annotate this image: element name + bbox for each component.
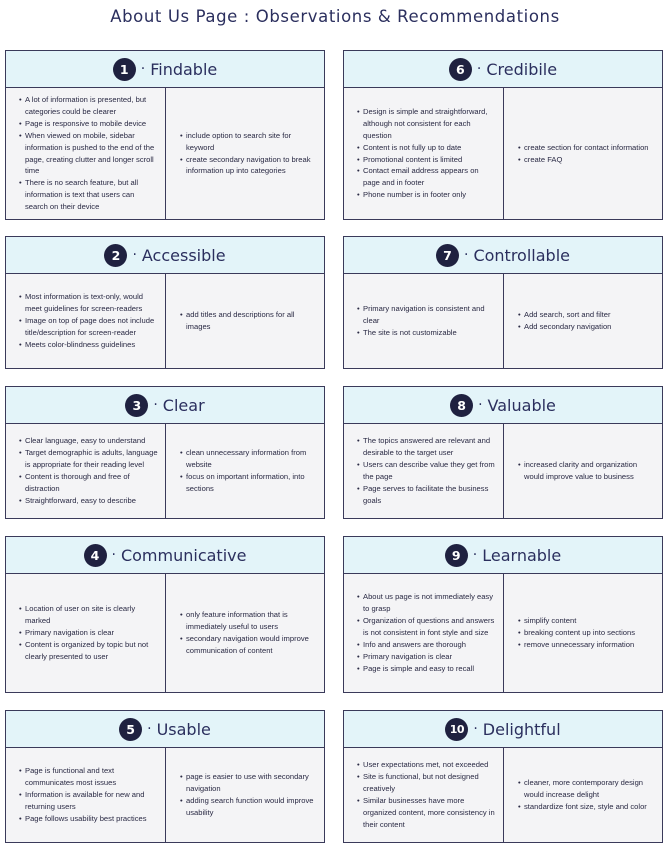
bullet-item: • Content is not fully up to date: [358, 142, 497, 154]
observations-column: [6, 88, 166, 219]
bullet-item: • Design is simple and straightforward, although not consistent for each question: [358, 106, 497, 142]
card-title: Accessible: [141, 245, 226, 265]
recommendations-column: [166, 574, 324, 692]
recommendations-column: [504, 424, 662, 518]
observations-column: [344, 88, 504, 219]
bullet-item: • Page is simple and easy to recall: [358, 663, 497, 675]
bullet-item: • cleaner, more contemporary design would increase delight: [519, 777, 656, 801]
bullet-item: • only feature information that is immediately useful to users: [181, 609, 318, 633]
card-header: [6, 537, 324, 574]
bullet-item: • create secondary navigation to break information up into categories: [181, 154, 318, 178]
bullet-item: • Page is responsive to mobile device: [20, 118, 159, 130]
observations-column: [6, 748, 166, 842]
bullet-item: • Primary navigation is clear: [358, 651, 497, 663]
card-header: [344, 51, 662, 88]
bullet-item: • Page follows usability best practices: [20, 813, 159, 825]
recommendations-list: [519, 777, 656, 813]
card-communicative: [5, 536, 325, 693]
recommendations-list: [181, 771, 318, 819]
number-badge: 3: [125, 394, 148, 417]
bullet-item: • Users can describe value they get from the page: [358, 459, 497, 483]
card-header: [344, 711, 662, 748]
card-title: Learnable: [482, 545, 562, 565]
separator-dot: ·: [472, 547, 478, 563]
bullet-item: • adding search function would improve usability: [181, 795, 318, 819]
card-usable: [5, 710, 325, 843]
recommendations-list: [181, 309, 318, 333]
number-badge: 6: [449, 58, 472, 81]
card-clear: [5, 386, 325, 519]
bullet-item: • create section for contact information: [519, 142, 656, 154]
card-title: Usable: [156, 719, 211, 739]
bullet-item: • Info and answers are thorough: [358, 639, 497, 651]
number-badge: 9: [445, 544, 468, 567]
bullet-item: • clean unnecessary information from website: [181, 447, 318, 471]
recommendations-column: [166, 274, 324, 368]
card-header: [344, 537, 662, 574]
card-valuable: [343, 386, 663, 519]
card-header: [6, 237, 324, 274]
bullet-item: • Image on top of page does not include title/description for screen-reader: [20, 315, 159, 339]
bullet-item: • Most information is text-only, would meet guidelines for screen-readers: [20, 291, 159, 315]
bullet-item: • A lot of information is presented, but categories could be clearer: [20, 94, 159, 118]
separator-dot: ·: [140, 61, 146, 77]
bullet-item: • Contact email address appears on page and in footer: [358, 165, 497, 189]
number-badge: 10: [445, 718, 468, 741]
bullet-item: • focus on important information, into sections: [181, 471, 318, 495]
bullet-item: • Page serves to facilitate the business goals: [358, 483, 497, 507]
card-header: [6, 387, 324, 424]
separator-dot: ·: [132, 247, 137, 263]
bullet-item: • include option to search site for keyword: [181, 130, 318, 154]
bullet-item: • Target demographic is adults, language is appropriate for their reading level: [20, 447, 159, 471]
number-badge: 4: [84, 544, 107, 567]
recommendations-column: [504, 88, 662, 219]
bullet-item: • Straightforward, easy to describe: [20, 495, 159, 507]
bullet-item: • Meets color-blindness guidelines: [20, 339, 159, 351]
bullet-item: • The site is not customizable: [358, 327, 497, 339]
bullet-item: • increased clarity and organization would improve value to business: [519, 459, 656, 483]
bullet-item: • remove unnecessary information: [519, 639, 656, 651]
bullet-item: • Primary navigation is consistent and clear: [358, 303, 497, 327]
observations-column: [344, 424, 504, 518]
observations-list: [20, 435, 159, 506]
observations-column: [6, 424, 166, 518]
separator-dot: ·: [478, 397, 483, 413]
bullet-item: • Add secondary navigation: [519, 321, 656, 333]
separator-dot: ·: [111, 547, 116, 563]
bullet-item: • Phone number is in footer only: [358, 189, 497, 201]
bullet-item: • When viewed on mobile, sidebar information is pushed to the end of the page, creating clutter and longer scroll time: [20, 130, 159, 178]
card-title: Clear: [162, 395, 205, 415]
card-header: [344, 237, 662, 274]
recommendations-list: [181, 447, 318, 495]
recommendations-column: [166, 88, 324, 219]
number-badge: 8: [450, 394, 473, 417]
bullet-item: • Location of user on site is clearly marked: [20, 603, 159, 627]
recommendations-list: [519, 459, 656, 483]
bullet-item: • simplify content: [519, 615, 656, 627]
card-controllable: [343, 236, 663, 369]
separator-dot: ·: [147, 721, 152, 737]
bullet-item: • User expectations met, not exceeded: [358, 759, 497, 771]
observations-list: [358, 106, 497, 201]
recommendations-column: [166, 748, 324, 842]
bullet-item: • Content is organized by topic but not clearly presented to user: [20, 639, 159, 663]
number-badge: 1: [113, 58, 136, 81]
card-title: Communicative: [120, 545, 247, 565]
card-learnable: [343, 536, 663, 693]
observations-list: [20, 765, 159, 825]
separator-dot: ·: [473, 721, 478, 737]
card-title: Valuable: [487, 395, 556, 415]
number-badge: 7: [436, 244, 459, 267]
card-title: Credibile: [486, 59, 558, 79]
observations-list: [20, 291, 159, 351]
observations-list: [358, 759, 497, 830]
separator-dot: ·: [153, 397, 158, 413]
number-badge: 5: [119, 718, 142, 741]
card-header: [6, 711, 324, 748]
bullet-item: • page is easier to use with secondary navigation: [181, 771, 318, 795]
bullet-item: • Promotional content is limited: [358, 154, 497, 166]
recommendations-column: [166, 424, 324, 518]
recommendations-column: [504, 748, 662, 842]
bullet-item: • The topics answered are relevant and desirable to the target user: [358, 435, 497, 459]
card-title: Delightful: [482, 719, 561, 739]
bullet-item: • Clear language, easy to understand: [20, 435, 159, 447]
observations-column: [344, 274, 504, 368]
bullet-item: • Page is functional and text communicates most issues: [20, 765, 159, 789]
observations-column: [344, 748, 504, 842]
page-title: About Us Page : Observations & Recommendations: [110, 7, 560, 26]
observations-list: [358, 435, 497, 506]
observations-list: [20, 94, 159, 213]
bullet-item: • Similar businesses have more organized content, more consistency in their content: [358, 795, 497, 831]
separator-dot: ·: [476, 61, 482, 77]
card-title: Controllable: [473, 245, 570, 265]
bullet-item: • About us page is not immediately easy to grasp: [358, 591, 497, 615]
observations-column: [6, 274, 166, 368]
recommendations-list: [181, 609, 318, 657]
bullet-item: • Primary navigation is clear: [20, 627, 159, 639]
number-badge: 2: [104, 244, 127, 267]
bullet-item: • standardize font size, style and color: [519, 801, 656, 813]
observations-list: [358, 303, 497, 339]
bullet-item: • secondary navigation would improve communication of content: [181, 633, 318, 657]
card-header: [344, 387, 662, 424]
observations-column: [6, 574, 166, 692]
recommendations-list: [519, 615, 656, 651]
bullet-item: • add titles and descriptions for all images: [181, 309, 318, 333]
bullet-item: • breaking content up into sections: [519, 627, 656, 639]
observations-list: [20, 603, 159, 663]
bullet-item: • Site is functional, but not designed creatively: [358, 771, 497, 795]
card-credibile: [343, 50, 663, 220]
card-title: Findable: [150, 59, 218, 79]
card-delightful: [343, 710, 663, 843]
bullet-item: • Information is available for new and returning users: [20, 789, 159, 813]
bullet-item: • create FAQ: [519, 154, 656, 166]
recommendations-list: [181, 130, 318, 178]
bullet-item: • There is no search feature, but all information is text that users can search on their device: [20, 177, 159, 213]
recommendations-list: [519, 309, 656, 333]
bullet-item: • Content is thorough and free of distraction: [20, 471, 159, 495]
recommendations-column: [504, 274, 662, 368]
separator-dot: ·: [464, 247, 469, 263]
recommendations-column: [504, 574, 662, 692]
card-accessible: [5, 236, 325, 369]
card-findable: [5, 50, 325, 220]
bullet-item: • Add search, sort and filter: [519, 309, 656, 321]
card-header: [6, 51, 324, 88]
observations-list: [358, 591, 497, 674]
observations-column: [344, 574, 504, 692]
bullet-item: • Organization of questions and answers is not consistent in font style and size: [358, 615, 497, 639]
recommendations-list: [519, 142, 656, 166]
